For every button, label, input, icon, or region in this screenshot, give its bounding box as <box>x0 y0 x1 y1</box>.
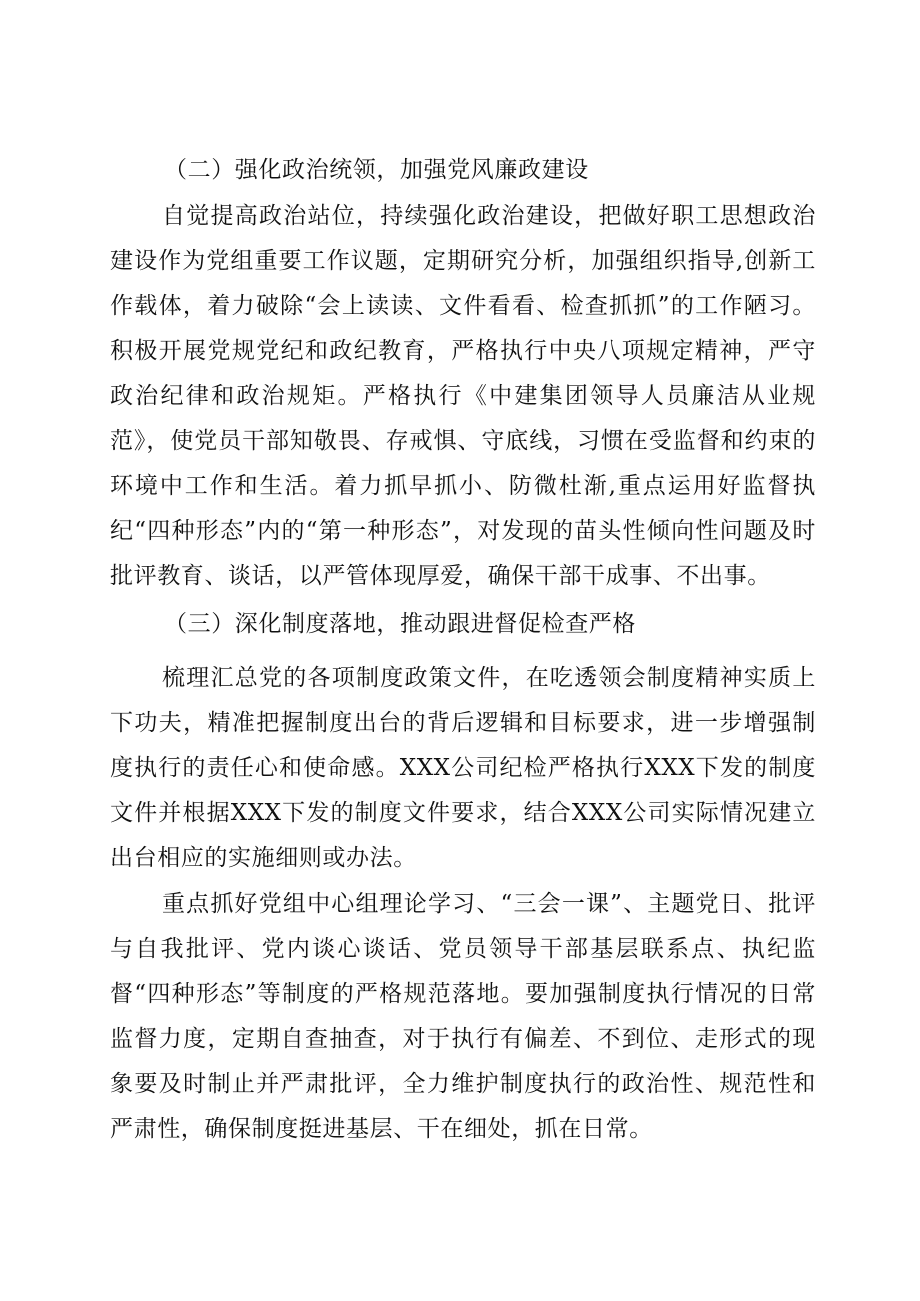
section-3-body-2 <box>110 882 816 1152</box>
paragraph-political-leadership: 自觉提高政治站位，持续强化政治建设，把做好职工思想政治建设作为党组重要工作议题，定期研究分析，加强组织指导,创新工作载体，着力破除“会上读读、文件看看、检查抓抓”的工作陋习。积极开展党规党纪和政纪教育，严格执行中央八项规定精神，严守政治纪律和政治规矩。严格执行《中建集团领导人员廉洁从业规范》，使党员干部知敬畏、存戒惧、守底线，习惯在受监督和约束的环境中工作和生活。着力抓早抓小、防微杜渐,重点运用好监督执纪“四种形态”内的“第一种形态”，对发现的苗头性倾向性问题及时批评教育、谈话，以严管体现厚爱，确保干部干成事、不出事。 <box>110 203 816 589</box>
paragraph-system-implementation: 梳理汇总党的各项制度政策文件，在吃透领会制度精神实质上下功夫，精准把握制度出台的背后逻辑和目标要求，进一步增强制度执行的责任心和使命感。XXX公司纪检严格执行XXX下发的制度文件并根据XXX下发的制度文件要求，结合XXX公司实际情况建立出台相应的实施细则或办法。 <box>110 665 816 871</box>
section-heading-3: （三）深化制度落地，推动跟进督促检查严格 <box>164 611 636 637</box>
paragraph-supervision: 重点抓好党组中心组理论学习、“三会一课”、主题党日、批评与自我批评、党内谈心谈话、党员领导干部基层联系点、执纪监督“四种形态”等制度的严格规范落地。要加强制度执行情况的日常监督力度，定期自查抽查，对于执行有偏差、不到位、走形式的现象要及时制止并严肃批评，全力维护制度执行的政治性、规范性和严肃性，确保制度挺进基层、干在细处，抓在日常。 <box>110 891 816 1142</box>
section-3-body-1 <box>110 656 816 881</box>
section-2-body <box>110 194 816 599</box>
section-heading-2: （二）强化政治统领，加强党风廉政建设 <box>164 157 589 183</box>
